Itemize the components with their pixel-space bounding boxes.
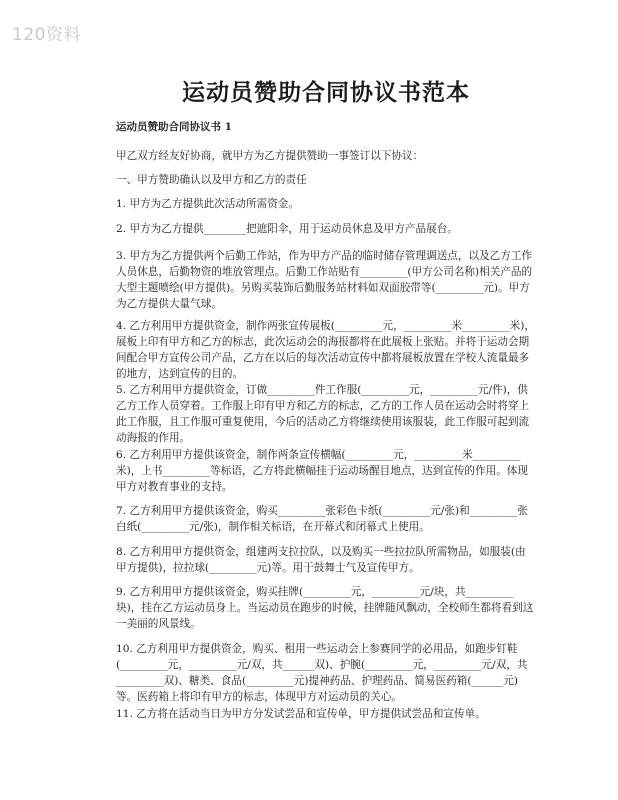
document-subtitle: 运动员赞助合同协议书 1 xyxy=(116,121,232,133)
clause-2: 2. 甲方为乙方提供________把遮阳伞，用于运动员休息及甲方产品展台。 xyxy=(116,223,458,235)
clause-6: 6. 乙方利用甲方提供该资金，制作两条宣传横幅(_________元，_________米_________米)，上书_________等标语，乙方将此横幅挂于运动场醒目地点，达到宣传的作用。体现甲方对教育事业的支持。 xyxy=(116,449,528,493)
clause-7: 7. 乙方利用甲方提供该资金，购买_________张彩色卡纸(_________元/张)和_________张白纸(_________元/张)，制作相关标语，在开幕式和闭幕式上使用。 xyxy=(116,505,528,533)
document-title: 运动员赞助合同协议书范本 xyxy=(182,79,470,106)
watermark: 120资料 xyxy=(12,25,81,45)
clause-4: 4. 乙方利用甲方提供资金，制作两张宣传展板(_________元，_________米_________米)，展板上印有甲方和乙方的标志，此次运动会的海报都将在此展板上张贴。并将于运动会期间配合甲方宣传公司产品，乙方在以后的每次活动宣传中都将展板放置在学校人流量最多的地方，达到宣传的目的。 xyxy=(116,320,536,380)
clause-3: 3. 甲方为乙方提供两个后勤工作站，作为甲方产品的临时储存管理调送点，以及乙方工作人员休息，后勤物资的堆放管理点。后勤工作站贴有_________(甲方公司名称)相关产品的大型主题喷绘(甲方提供)。另购买装饰后勤服务站材料如双面胶带等(_________元)。甲方为乙方提供大量气球。 xyxy=(116,250,533,310)
section-heading: 一、甲方赞助确认以及甲方和乙方的责任 xyxy=(116,174,307,186)
clause-10: 10. 乙方利用甲方提供资金，购买、租用一些运动会上参赛同学的必用品，如跑步钉鞋(_________元，_________元/双，共______双)、护腕(_________元，_________元/双，共_________双)、糖类、食品(_________元)提神药品、护理药品、简易医药箱(______元)等。医药箱上将印有甲方的标志，体现甲方对运动员的关心。 xyxy=(116,643,528,703)
clause-11: 11. 乙方将在活动当日为甲方分发试尝品和宣传单，甲方提供试尝品和宣传单。 xyxy=(116,708,486,720)
clause-8: 8. 乙方利用甲方提供资金，组建两支拉拉队，以及购买一些拉拉队所需物品，如服装(由甲方提供)，拉拉球(_________元)等。用于鼓舞士气及宣传甲方。 xyxy=(116,546,526,574)
clause-5: 5. 乙方利用甲方提供资金，订做_________件工作服(_________元，_________元/件)，供乙方工作人员穿着。工作服上印有甲方和乙方的标志，乙方的工作人员在运动会时将穿上此工作服，且工作服可重复使用，今后的活动乙方将继续使用该服装，此工作服可起到流动海报的作用。 xyxy=(116,384,530,444)
clause-9: 9. 乙方利用甲方提供该资金，购买挂牌(_________元，_________元/块，共_________块)，挂在乙方运动员身上。当运动员在跑步的时候，挂牌随风飘动，全校师生都将看到这一美丽的风景线。 xyxy=(116,586,534,630)
clause-1: 1. 甲方为乙方提供此次活动所需资金。 xyxy=(116,198,299,210)
intro-paragraph: 甲乙双方经友好协商，就甲方为乙方提供赞助一事签订以下协议： xyxy=(116,150,424,162)
